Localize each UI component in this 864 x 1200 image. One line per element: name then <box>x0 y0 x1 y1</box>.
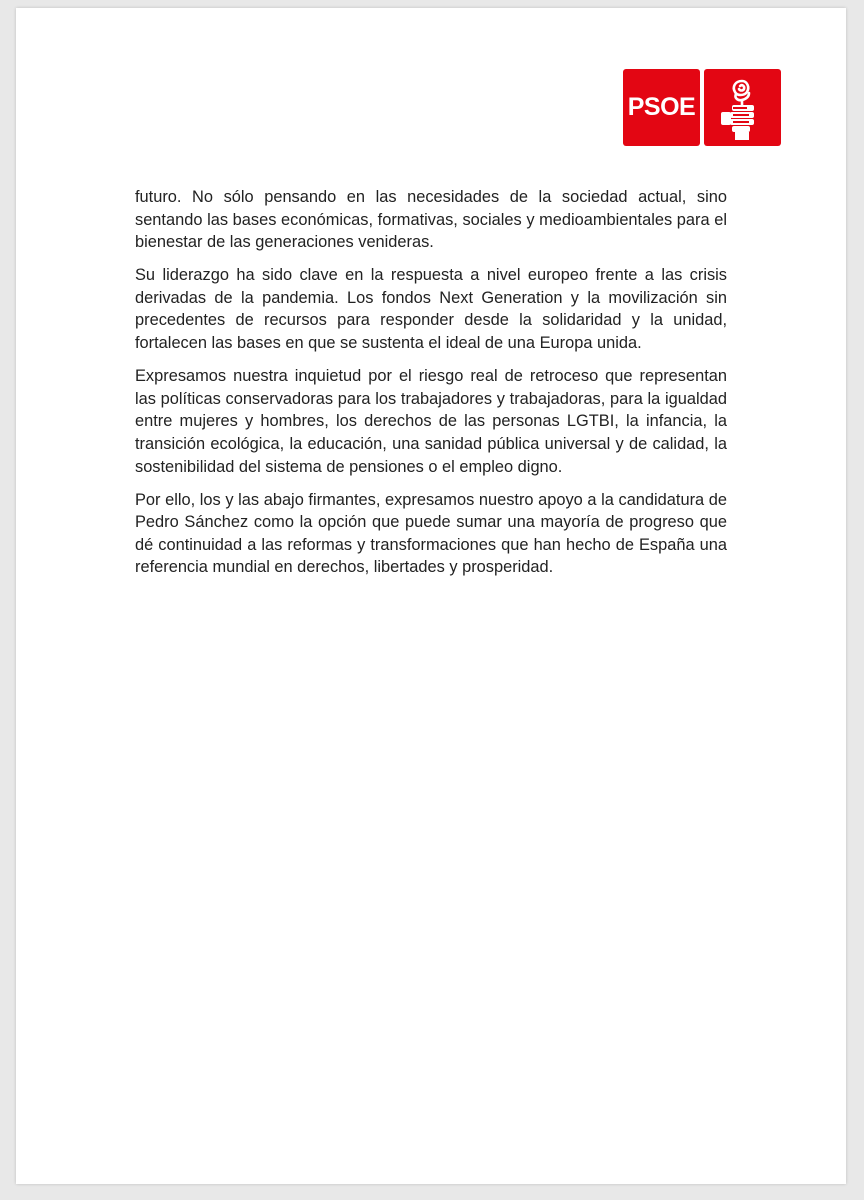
paragraph-2: Su liderazgo ha sido clave en la respuesta a nivel europeo frente a las crisis derivadas de la pandemia. Los fondos Next Generation y la movilización sin precedentes de recursos para responder desde la solidaridad y la unidad, fortalecen las bases en que se sustenta el ideal de una Europa unida. <box>135 266 727 353</box>
paragraph-1: futuro. No sólo pensando en las necesidades de la sociedad actual, sino sentando las bases económicas, formativas, sociales y medioambientales para el bienestar de las generaciones venideras. <box>135 188 727 252</box>
fist-and-rose-icon <box>704 69 781 146</box>
document-page <box>16 8 846 1184</box>
paragraph-4: Por ello, los y las abajo firmantes, expresamos nuestro apoyo a la candidatura de Pedro Sánchez como la opción que puede sumar una mayoría de progreso que dé continuidad a las reformas y transformaciones que han hecho de España una referencia mundial en derechos, libertades y prosperidad. <box>135 490 727 577</box>
letter-body <box>135 186 727 590</box>
psoe-logo <box>623 69 781 146</box>
logo-wordmark-box <box>623 69 700 146</box>
logo-wordmark: PSOE <box>627 93 696 121</box>
paragraph-3: Expresamos nuestra inquietud por el riesgo real de retroceso que representan las políticas conservadoras para los trabajadores y trabajadoras, para la igualdad entre mujeres y hombres, los derechos de las personas LGTBI, la infancia, la transición ecológica, la educación, una sanidad pública universal y de calidad, la sostenibilidad del sistema de pensiones o el empleo digno. <box>135 367 727 476</box>
logo-symbol-box <box>704 69 781 146</box>
